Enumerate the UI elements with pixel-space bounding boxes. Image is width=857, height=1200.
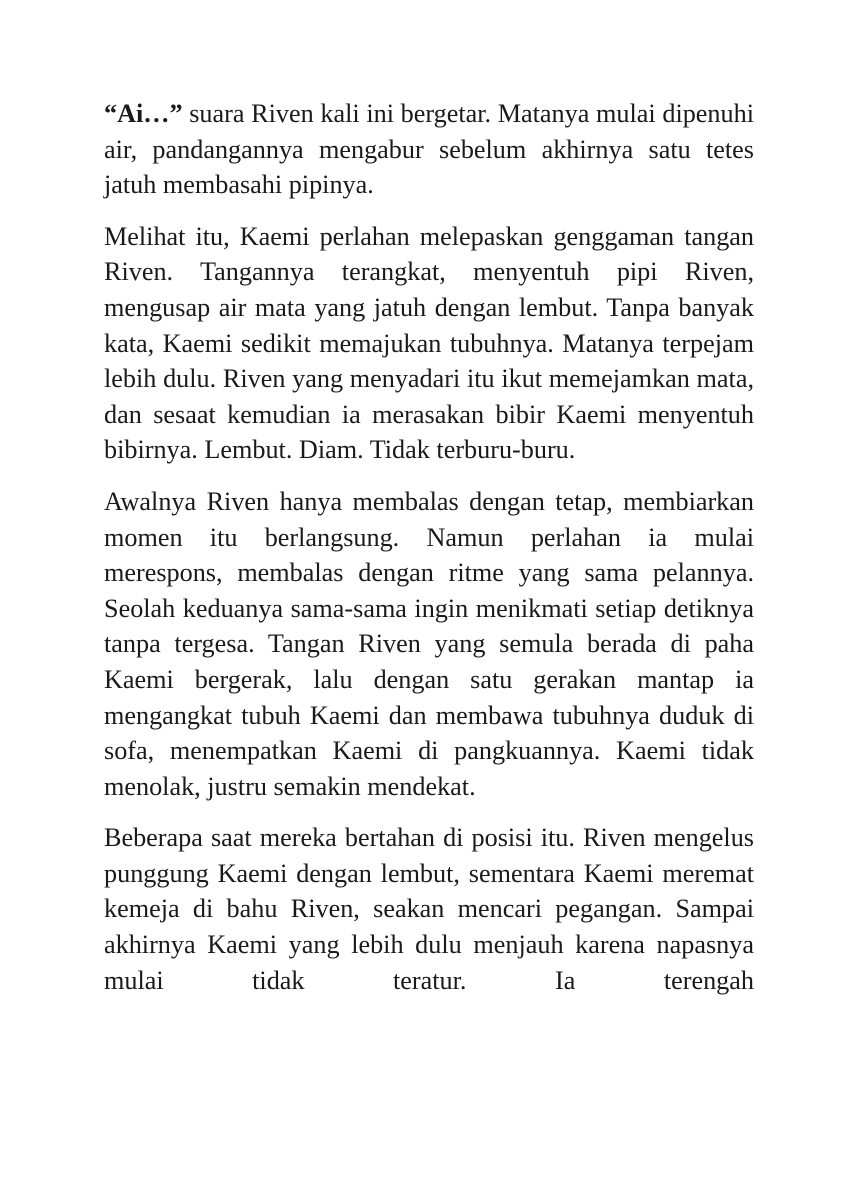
dialogue-lead: “Ai…” xyxy=(104,99,183,128)
paragraph-1 xyxy=(104,96,754,203)
paragraph-3 xyxy=(104,484,754,804)
paragraph-text: Beberapa saat mereka bertahan di posisi itu. Riven mengelus punggung Kaemi dengan lembut, sementara Kaemi meremat kemeja di bahu Riven, seakan mencari pegangan. Sampai akhirnya Kaemi yang lebih dulu menjauh karena napasnya mulai tidak teratur. Ia terengah xyxy=(104,823,754,995)
paragraph-text: Melihat itu, Kaemi perlahan melepaskan genggaman tangan Riven. Tangannya terangkat, menyentuh pipi Riven, mengusap air mata yang jatuh dengan lembut. Tanpa banyak kata, Kaemi sedikit memajukan tubuhnya. Matanya terpejam lebih dulu. Riven yang menyadari itu ikut memejamkan mata, dan sesaat kemudian ia merasakan bibir Kaemi menyentuh bibirnya. Lembut. Diam. Tidak terburu-buru. xyxy=(104,221,754,465)
paragraph-text: Awalnya Riven hanya membalas dengan tetap, membiarkan momen itu berlangsung. Namun perlahan ia mulai merespons, membalas dengan ritme yang sama pelannya. Seolah keduanya sama-sama ingin menikmati setiap detiknya tanpa tergesa. Tangan Riven yang semula berada di paha Kaemi bergerak, lalu dengan satu gerakan mantap ia mengangkat tubuh Kaemi dan membawa tubuhnya duduk di sofa, menempatkan Kaemi di pangkuannya. Kaemi tidak menolak, justru semakin mendekat. xyxy=(104,486,754,801)
paragraph-text: suara Riven kali ini bergetar. Matanya mulai dipenuhi air, pandangannya mengabur sebelum akhirnya satu tetes jatuh membasahi pipinya. xyxy=(104,99,754,200)
document-body xyxy=(104,96,754,998)
paragraph-2 xyxy=(104,219,754,468)
paragraph-4 xyxy=(104,820,754,998)
